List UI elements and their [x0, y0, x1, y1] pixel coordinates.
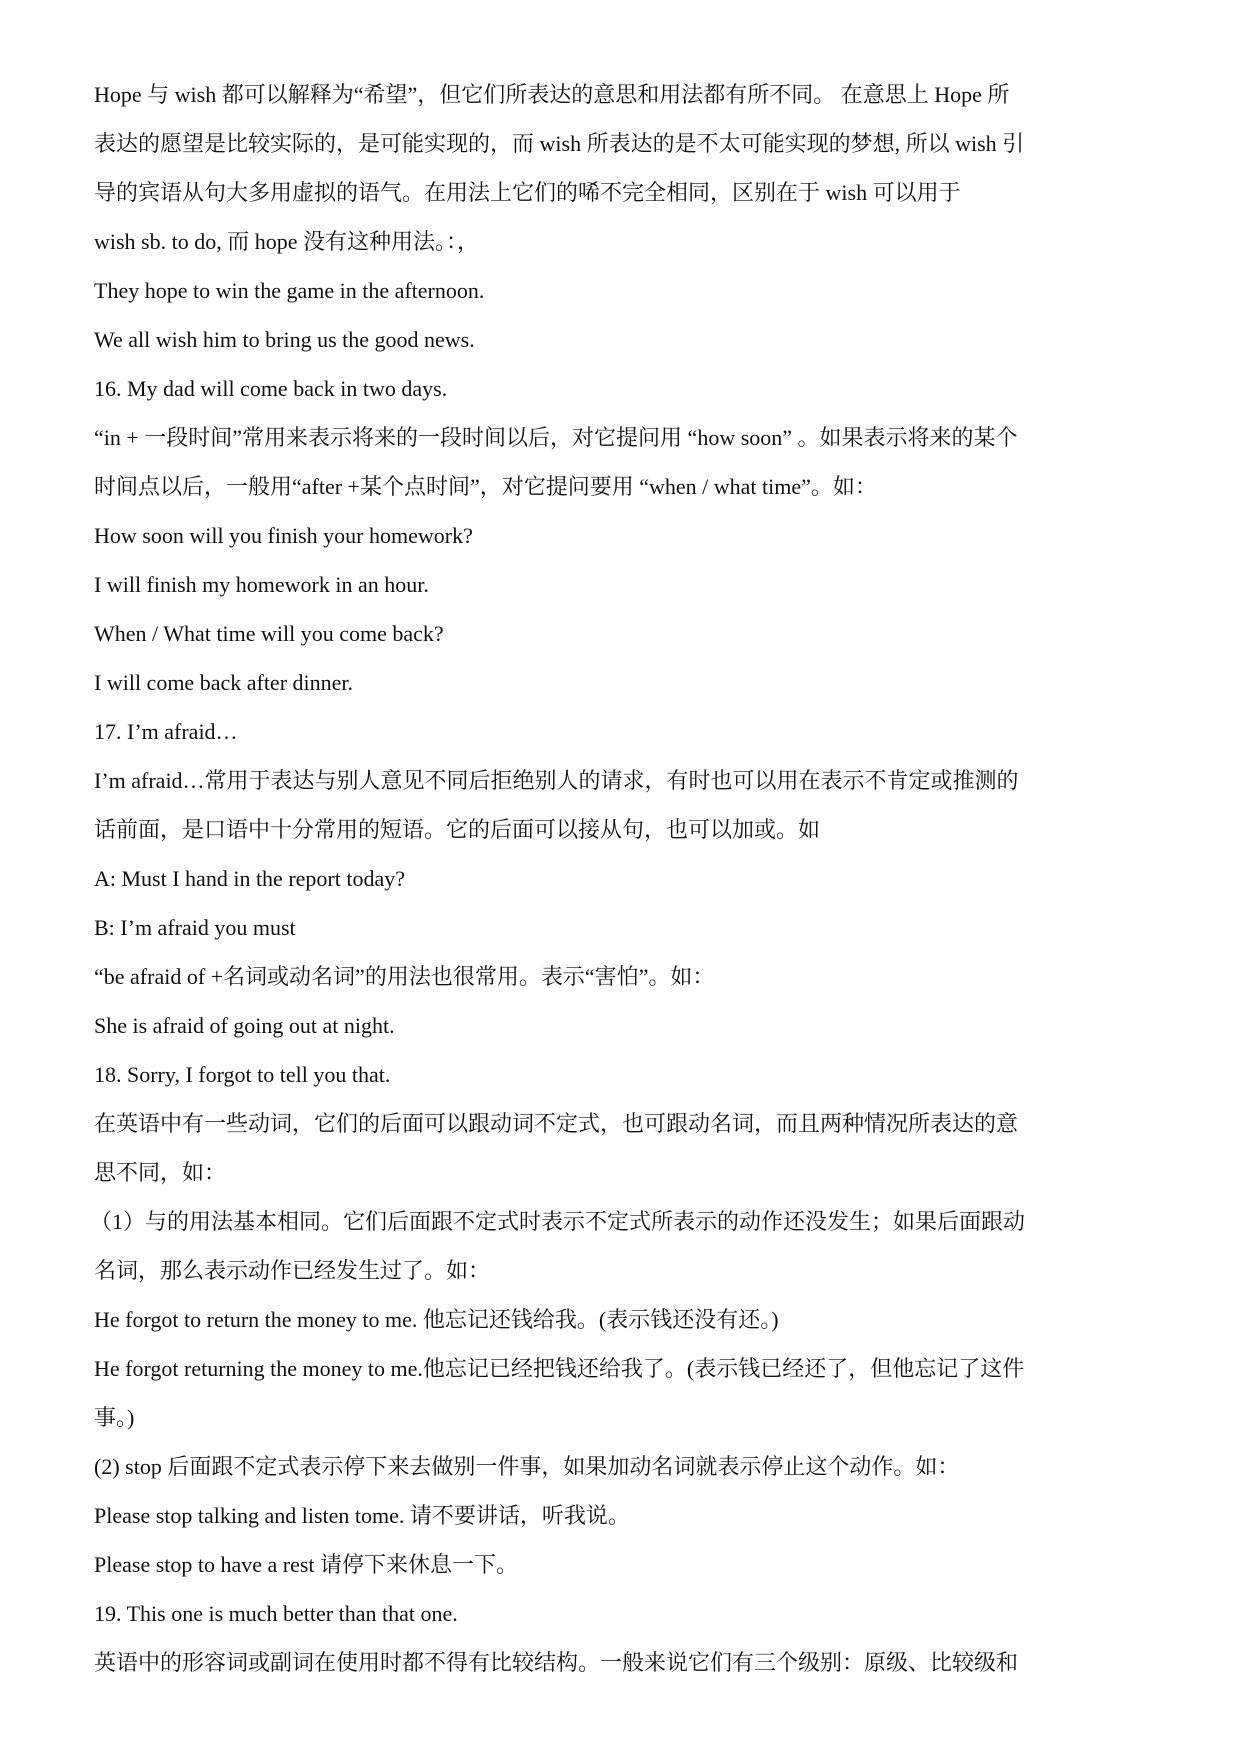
example-sentence: When / What time will you come back? [94, 621, 444, 646]
example-sentence: He forgot to return the money to me. 他忘记还钱给我。(表示钱还没有还。) [94, 1307, 779, 1332]
text-line: wish sb. to do, 而 hope 没有这种用法。：， [94, 229, 480, 254]
example-sentence: I will finish my homework in an hour. [94, 572, 429, 597]
text-line: I’m afraid…常用于表达与别人意见不同后拒绝别人的请求，有时也可以用在表示不肯定或推测的 [94, 768, 1019, 793]
text-line: “in + 一段时间”常用来表示将来的一段时间以后，对它提问用 “how soon” 。如果表示将来的某个 [94, 425, 1018, 450]
document-page [90, 70, 1152, 1687]
section-heading-18: 18. Sorry, I forgot to tell you that. [94, 1062, 391, 1087]
example-sentence: B: I’m afraid you must [94, 915, 296, 940]
text-line: 英语中的形容词或副词在使用时都不得有比较结构。一般来说它们有三个级别：原级、比较级和 [94, 1650, 1019, 1675]
text-line: Hope 与 wish 都可以解释为“希望”，但它们所表达的意思和用法都有所不同。 在意思上 Hope 所 [94, 82, 1010, 107]
text-line: （1）与的用法基本相同。它们后面跟不定式时表示不定式所表示的动作还没发生；如果后面跟动 [90, 1209, 1026, 1234]
text-line: 导的宾语从句大多用虚拟的语气。在用法上它们的唏不完全相同，区别在于 wish 可以用于 [94, 180, 961, 205]
example-sentence: She is afraid of going out at night. [94, 1013, 395, 1038]
example-sentence: Please stop to have a rest 请停下来休息一下。 [94, 1552, 519, 1577]
text-line: 表达的愿望是比较实际的，是可能实现的，而 wish 所表达的是不太可能实现的梦想, 所以 wish 引 [94, 131, 1025, 156]
text-line: 在英语中有一些动词，它们的后面可以跟动词不定式，也可跟动名词，而且两种情况所表达的意 [94, 1111, 1019, 1136]
example-sentence: He forgot returning the money to me.他忘记已经把钱还给我了。(表示钱已经还了，但他忘记了这件 [94, 1356, 1025, 1381]
section-heading-19: 19. This one is much better than that one. [94, 1601, 458, 1626]
text-line: 事。) [94, 1405, 135, 1430]
section-heading-17: 17. I’m afraid… [94, 719, 238, 744]
example-sentence: They hope to win the game in the afternoon. [94, 278, 485, 303]
section-heading-16: 16. My dad will come back in two days. [94, 376, 448, 401]
text-line: 思不同，如： [94, 1160, 227, 1185]
text-line: 话前面，是口语中十分常用的短语。它的后面可以接从句，也可以加或。如 [94, 817, 821, 842]
text-line: 名词，那么表示动作已经发生过了。如： [94, 1258, 491, 1283]
example-sentence: I will come back after dinner. [94, 670, 354, 695]
example-sentence: How soon will you finish your homework? [94, 523, 473, 548]
text-line: 时间点以后，一般用“after +某个点时间”，对它提问要用 “when / what time”。如： [94, 474, 877, 499]
example-sentence: A: Must I hand in the report today? [94, 866, 405, 891]
text-line: (2) stop 后面跟不定式表示停下来去做别一件事，如果加动名词就表示停止这个动作。如： [94, 1454, 960, 1479]
example-sentence: Please stop talking and listen tome. 请不要讲话，听我说。 [94, 1503, 630, 1528]
text-line: “be afraid of +名词或动名词”的用法也很常用。表示“害怕”。如： [94, 964, 715, 989]
example-sentence: We all wish him to bring us the good news. [94, 327, 475, 352]
